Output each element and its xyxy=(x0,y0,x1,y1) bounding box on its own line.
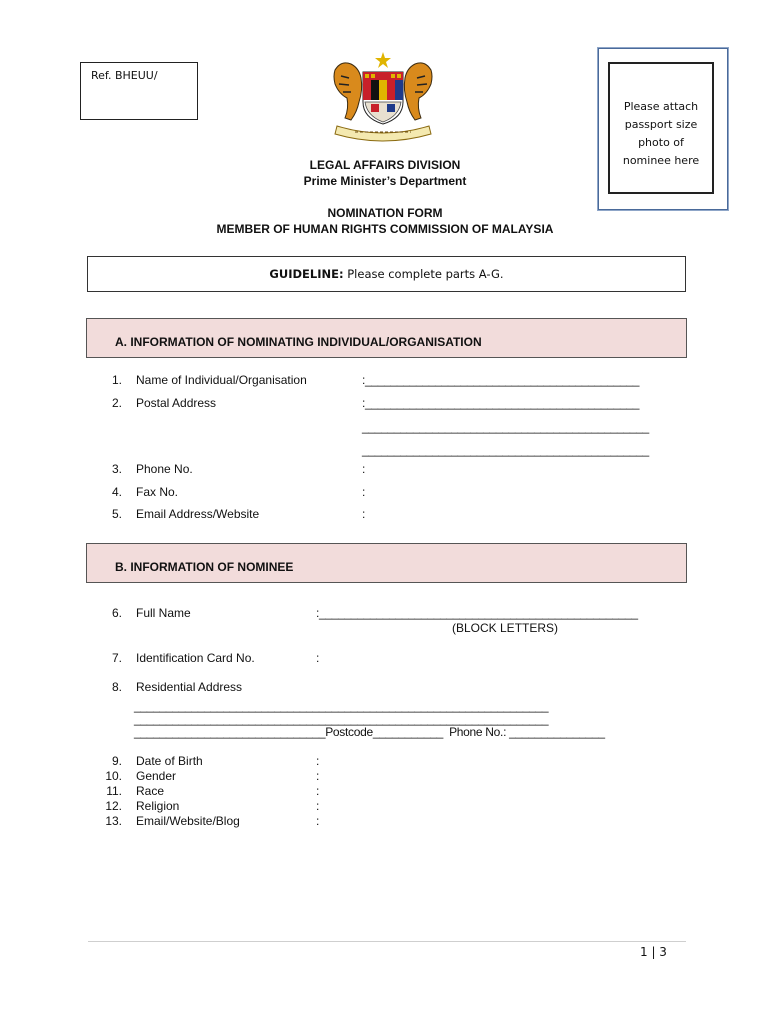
photo-note-line: nominee here xyxy=(622,154,700,167)
field-label: Name of Individual/Organisation xyxy=(136,373,307,387)
form-title: NOMINATION FORM xyxy=(327,206,443,220)
field-label: Postal Address xyxy=(136,396,217,410)
residential-address-line[interactable]: _________________________________________________________________ xyxy=(134,712,549,726)
fax-field[interactable]: : xyxy=(362,485,366,499)
field-label: Email Address/Website xyxy=(136,507,260,521)
item-number: 5. xyxy=(111,507,122,521)
postcode-field[interactable]: ___________ xyxy=(372,725,443,739)
guideline-label: GUIDELINE: xyxy=(269,267,344,281)
item-number: 7. xyxy=(111,651,122,665)
guideline-text: Please complete parts A-G. xyxy=(343,267,504,281)
photo-note-line: photo of xyxy=(638,136,684,149)
item-number: 6. xyxy=(111,606,122,620)
field-label: Email/Website/Blog xyxy=(136,814,240,828)
photo-instruction xyxy=(608,98,714,170)
field-label: Date of Birth xyxy=(136,754,203,768)
ref-label: Ref. BHEUU/ xyxy=(91,69,158,82)
block-letters-note: (BLOCK LETTERS) xyxy=(452,621,559,635)
nominee-phone-field[interactable]: _______________ xyxy=(509,725,605,739)
department-heading: Prime Minister’s Department xyxy=(303,174,467,188)
item-number: 13. xyxy=(105,814,122,828)
ic-field[interactable]: : xyxy=(316,651,320,665)
guideline-box xyxy=(87,256,686,292)
item-number: 2. xyxy=(111,396,122,410)
phone-field[interactable]: : xyxy=(362,462,366,476)
field-label: Fax No. xyxy=(136,485,179,499)
section-a-header: A. INFORMATION OF NOMINATING INDIVIDUAL/ORGANISATION xyxy=(86,318,687,358)
item-number: 4. xyxy=(111,485,122,499)
field-label: Full Name xyxy=(136,606,191,620)
gender-field[interactable]: : xyxy=(316,769,320,783)
residential-address-line[interactable]: ______________________________ xyxy=(134,725,326,739)
email-field[interactable]: : xyxy=(362,507,366,521)
residential-address-line[interactable]: _________________________________________________________________ xyxy=(134,699,549,713)
item-number: 8. xyxy=(111,680,122,694)
nominee-email-field[interactable]: : xyxy=(316,814,320,828)
item-number: 9. xyxy=(111,754,122,768)
coat-of-arms-logo xyxy=(327,50,439,142)
form-subtitle: MEMBER OF HUMAN RIGHTS COMMISSION OF MALAYSIA xyxy=(216,222,554,236)
postal-address-line[interactable]: _____________________________________________ xyxy=(362,420,649,434)
full-name-field[interactable]: :__________________________________________________ xyxy=(316,606,638,620)
reference-box xyxy=(80,62,198,120)
field-label: Phone No. xyxy=(136,462,193,476)
race-field[interactable]: : xyxy=(316,784,320,798)
field-label: Identification Card No. xyxy=(136,651,255,665)
photo-note-line: Please attach xyxy=(623,100,699,113)
religion-field[interactable]: : xyxy=(316,799,320,813)
postcode-row xyxy=(134,725,605,739)
postal-address-line[interactable]: _____________________________________________ xyxy=(362,443,649,457)
phone-label: Phone No.: xyxy=(449,725,507,739)
item-number: 11. xyxy=(106,784,122,798)
footer-divider xyxy=(88,941,686,942)
page-number: 1 | 3 xyxy=(640,945,667,959)
photo-note-line: passport size xyxy=(624,118,698,131)
item-number: 1. xyxy=(111,373,122,387)
division-heading: LEGAL AFFAIRS DIVISION xyxy=(309,158,461,172)
field-label: Residential Address xyxy=(136,680,243,694)
field-label: Religion xyxy=(136,799,180,813)
date-of-birth-field[interactable]: : xyxy=(316,754,320,768)
postcode-label: Postcode xyxy=(325,725,373,739)
postal-address-field[interactable]: :___________________________________________ xyxy=(362,396,640,410)
name-of-nominator-field[interactable]: :___________________________________________ xyxy=(362,373,640,387)
item-number: 3. xyxy=(111,462,122,476)
item-number: 12. xyxy=(105,799,122,813)
item-number: 10. xyxy=(105,769,122,783)
section-b-header: B. INFORMATION OF NOMINEE xyxy=(86,543,687,583)
field-label: Gender xyxy=(136,769,177,783)
field-label: Race xyxy=(136,784,165,798)
